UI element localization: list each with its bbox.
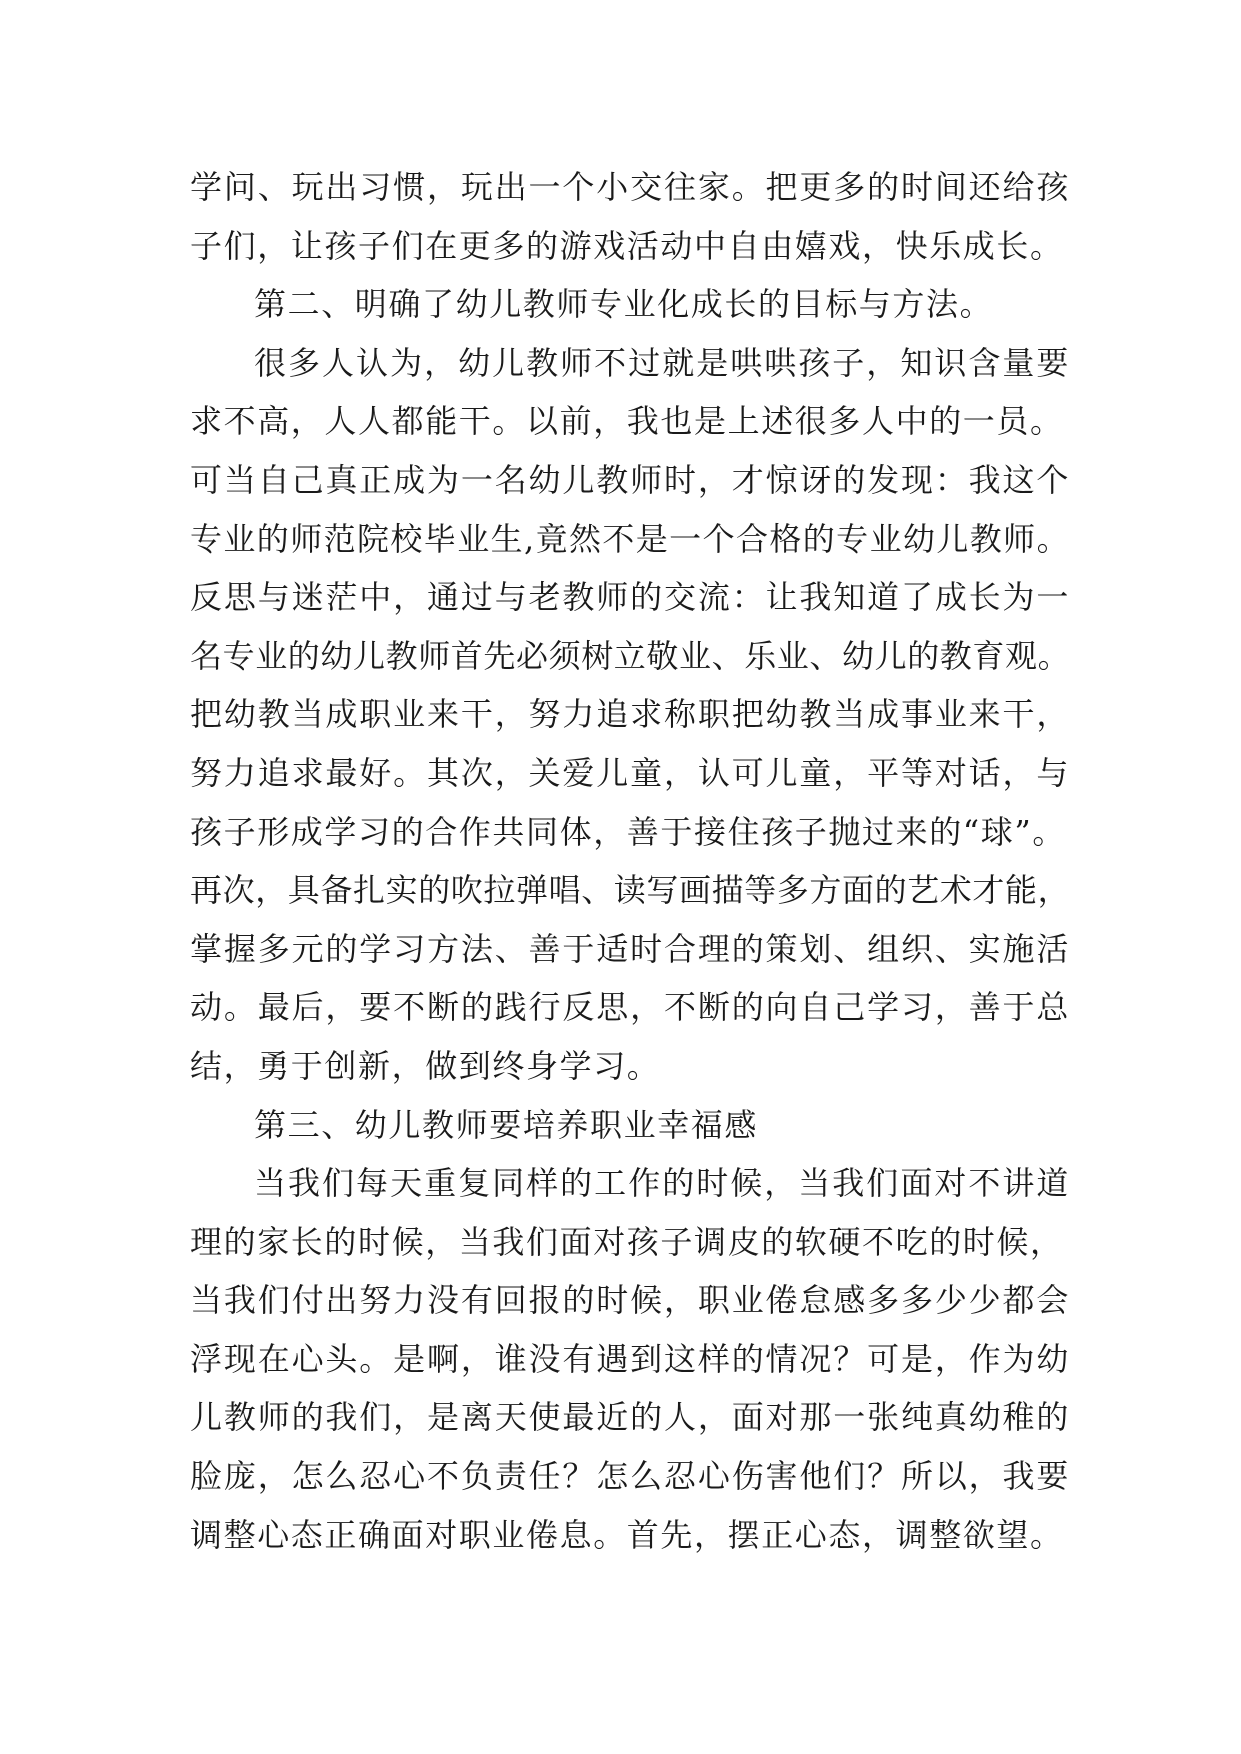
text-line: 浮现在心头。是啊，谁没有遇到这样的情况？可是，作为幼 xyxy=(190,1339,1070,1378)
text-line: 反思与迷茫中，通过与老教师的交流：让我知道了成长为一 xyxy=(190,578,1070,617)
text-line: 可当自己真正成为一名幼儿教师时，才惊讶的发现：我这个 xyxy=(190,460,1070,499)
text-line: 很多人认为，幼儿教师不过就是哄哄孩子，知识含量要 xyxy=(254,343,1070,382)
section-heading: 第二、明确了幼儿教师专业化成长的目标与方法。 xyxy=(254,285,994,324)
text-line: 子们，让孩子们在更多的游戏活动中自由嬉戏，快乐成长。 xyxy=(190,226,1064,265)
text-line: 脸庞，怎么忍心不负责任？怎么忍心伤害他们？所以，我要 xyxy=(190,1457,1070,1496)
text-line: 掌握多元的学习方法、善于适时合理的策划、组织、实施活 xyxy=(190,929,1070,968)
text-line: 孩子形成学习的合作共同体，善于接住孩子抛过来的“球”。 xyxy=(190,812,1066,851)
text-line: 学问、玩出习惯，玩出一个小交往家。把更多的时间还给孩 xyxy=(190,168,1070,206)
text-line: 儿教师的我们，是离天使最近的人，面对那一张纯真幼稚的 xyxy=(190,1398,1070,1437)
section-heading: 第三、幼儿教师要培养职业幸福感 xyxy=(254,1105,759,1144)
text-line: 当我们每天重复同样的工作的时候，当我们面对不讲道 xyxy=(254,1164,1070,1203)
text-line: 把幼教当成职业来干，努力追求称职把幼教当成事业来干， xyxy=(190,695,1070,734)
text-line: 调整心态正确面对职业倦息。首先，摆正心态，调整欲望。 xyxy=(190,1515,1064,1554)
text-line: 结，勇于创新，做到终身学习。 xyxy=(190,1046,661,1085)
text-line: 再次，具备扎实的吹拉弹唱、读写画描等多方面的艺术才能， xyxy=(190,871,1071,910)
text-line: 理的家长的时候，当我们面对孩子调皮的软硬不吃的时候， xyxy=(190,1222,1064,1261)
text-line: 求不高，人人都能干。以前，我也是上述很多人中的一员。 xyxy=(190,402,1064,441)
document-body xyxy=(190,158,1070,1564)
text-line: 当我们付出努力没有回报的时候，职业倦怠感多多少少都会 xyxy=(190,1281,1070,1320)
text-line: 专业的师范院校毕业生,竟然不是一个合格的专业幼儿教师。 xyxy=(190,519,1070,558)
text-line: 名专业的幼儿教师首先必须树立敬业、乐业、幼儿的教育观。 xyxy=(190,636,1071,675)
text-line: 努力追求最好。其次，关爱儿童，认可儿童，平等对话，与 xyxy=(190,753,1070,792)
text-line: 动。最后，要不断的践行反思，不断的向自己学习，善于总 xyxy=(190,988,1070,1027)
